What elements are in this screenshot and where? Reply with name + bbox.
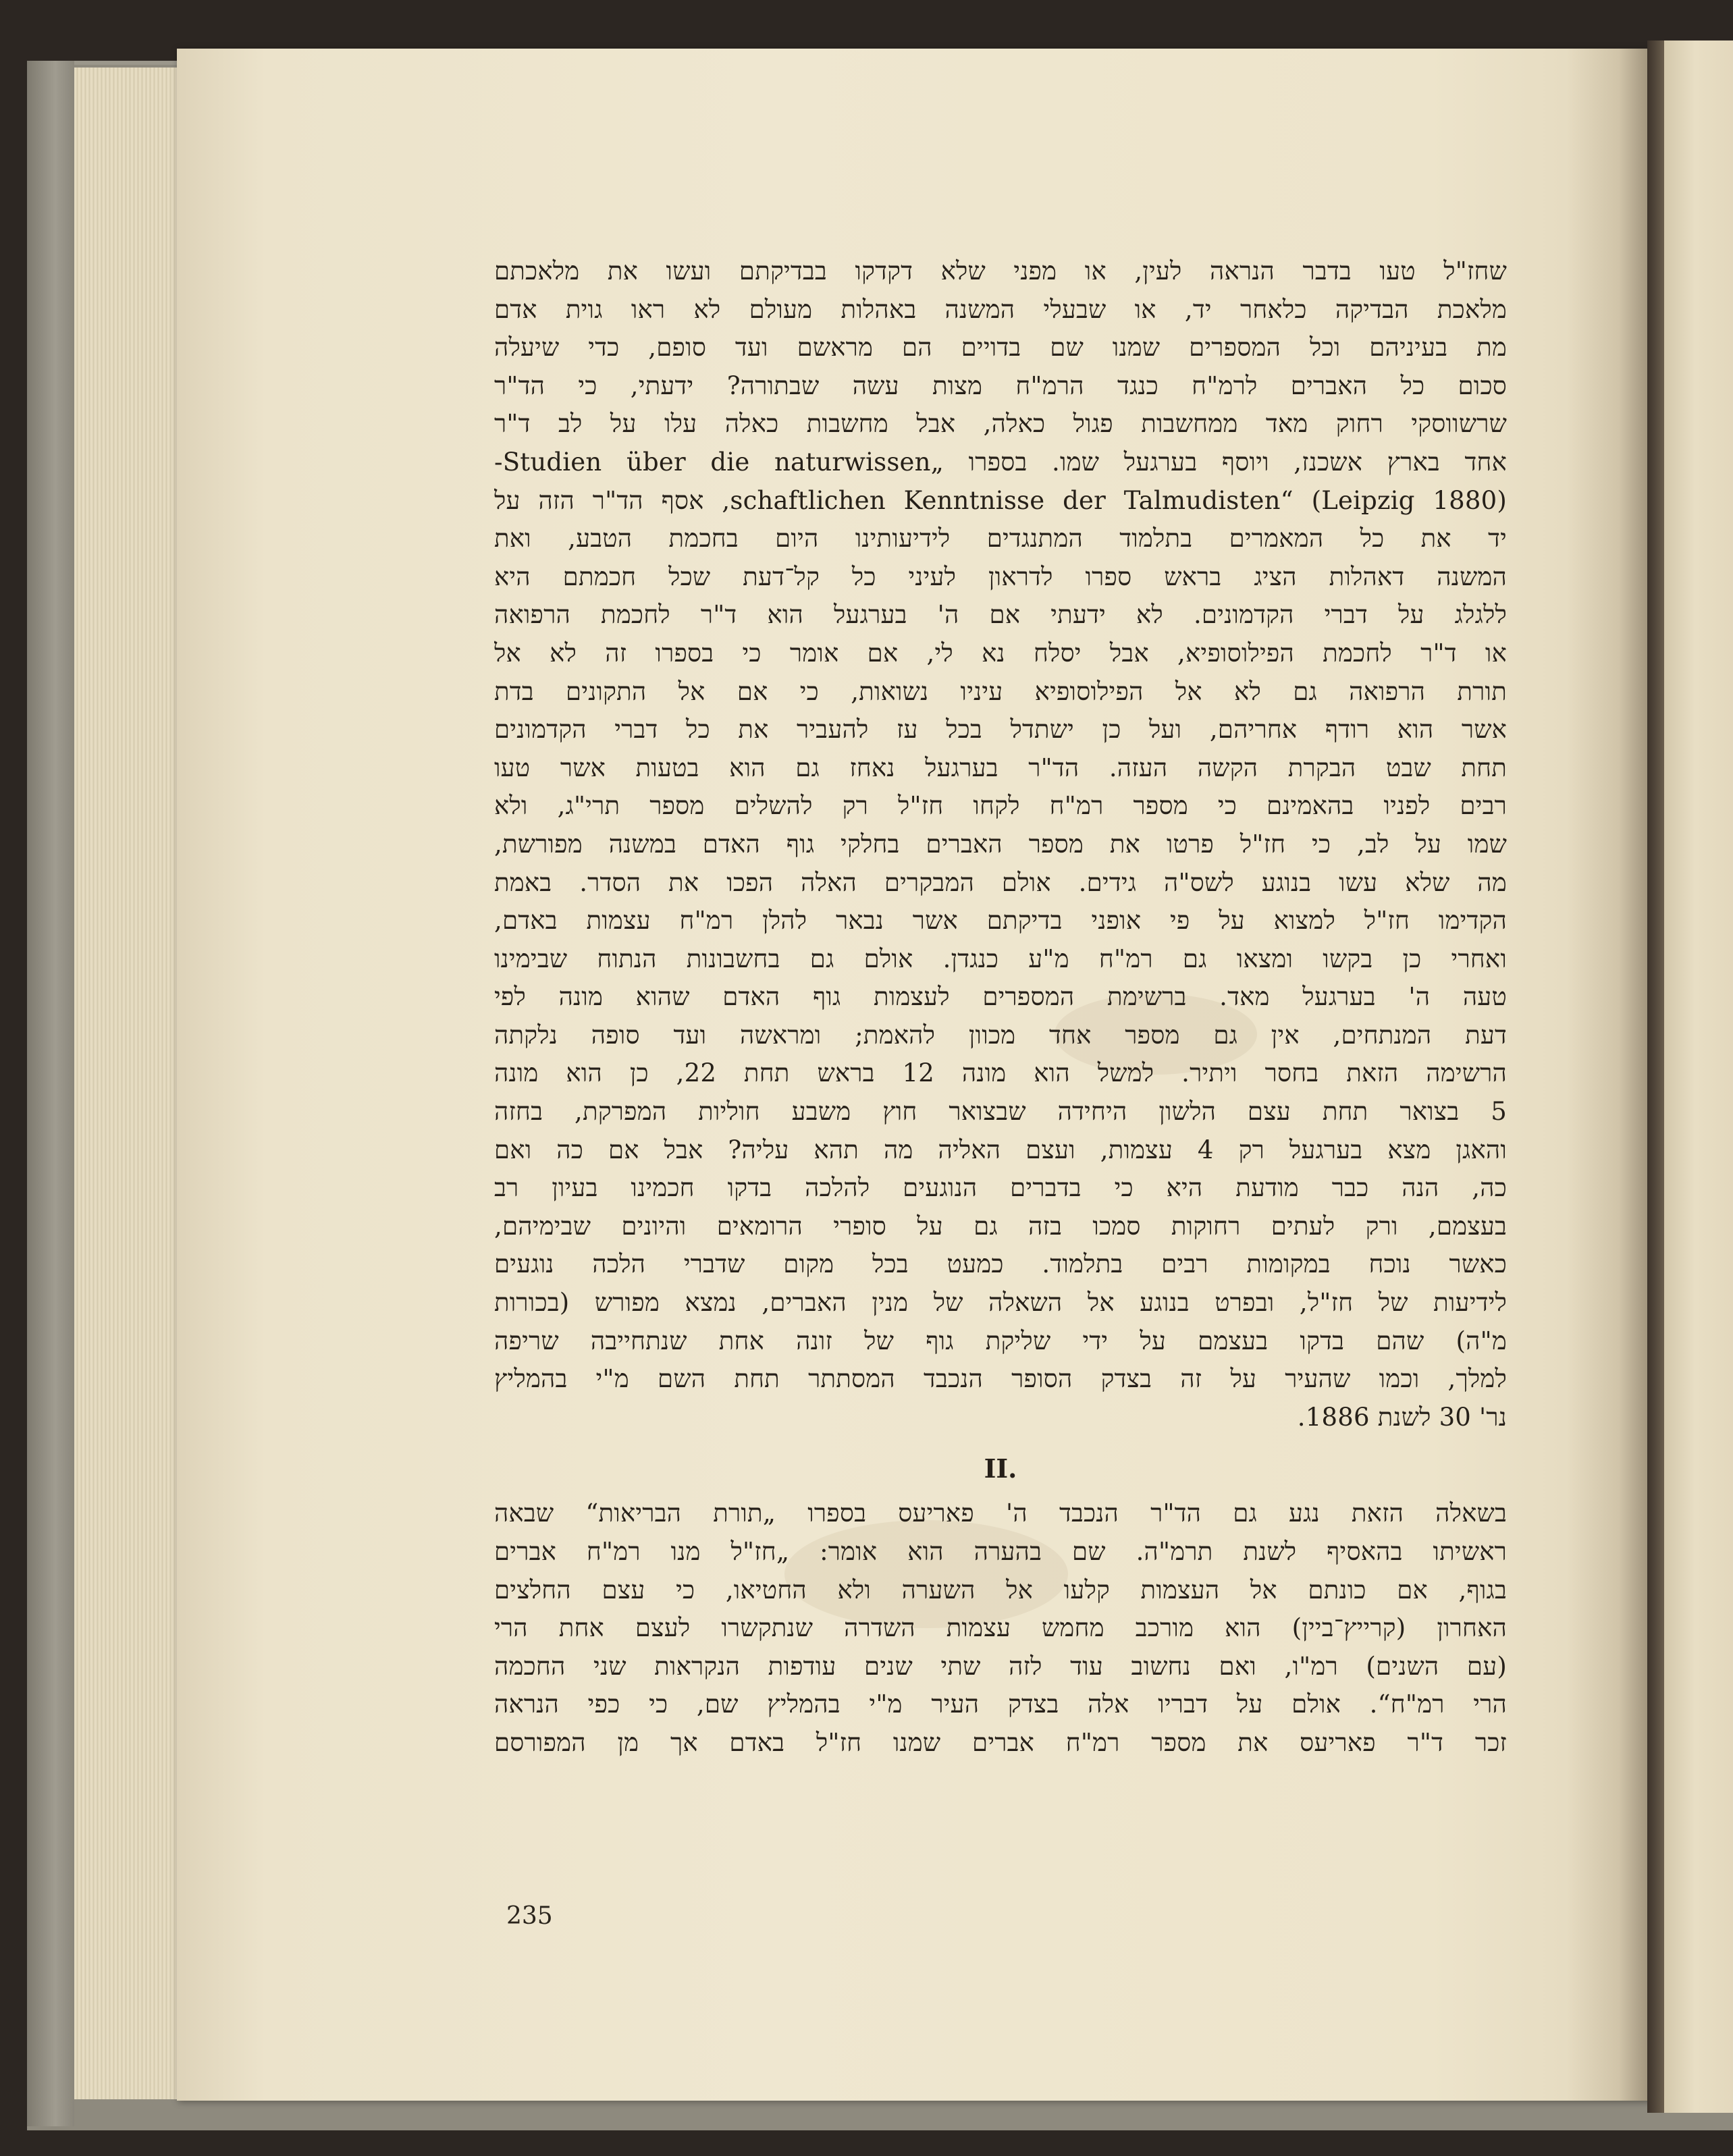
- text-line: בגוף, אם כונתם אל העצמות קלעו אל השערה ולא החטיאו, כי עצם החלצים: [494, 1575, 1507, 1605]
- text-line: נר' 30 לשנת 1886.: [1297, 1402, 1507, 1432]
- text-line: דעת המנתחים, אין גם מספר אחד מכוון להאמת; ומראשה ועד סופה נלקתה: [494, 1020, 1507, 1050]
- facing-page-edge: [1657, 41, 1733, 2113]
- text-line: מת בעיניהם וכל המספרים שמנו שם בדויים הם מראשם ועד סופם, כדי שיעלה: [494, 333, 1507, 362]
- text-line: שחז"ל טעו בדבר הנראה לעין, או מפני שלא דקדקו בבדיקתם ועשו את מלאכתם: [494, 257, 1507, 286]
- paragraph-section-two: [494, 1494, 1507, 1762]
- text-line: אשר הוא רודף אחריהם, ועל כן ישתדל בכל עז להעביר את כל דברי הקדמונים: [494, 715, 1507, 745]
- page-number: 235: [506, 1902, 553, 1930]
- text-line: המשנה דאהלות הציג בראש ספרו לדראון לעיני כל קל־דעת שכל חכמתם היא: [494, 562, 1507, 591]
- page-fold-shadow: [1566, 49, 1654, 2101]
- text-line: הקדימו חז"ל למצוא על פי אופני בדיקתם אשר נבאר להלן רמ"ח עצמות באדם,: [494, 906, 1507, 936]
- text-line: סכום כל האברים לרמ"ח כנגד הרמ"ח מצות עשה שבתורה? ידעתי, כי הד"ר: [494, 371, 1507, 400]
- paragraph-main: [494, 252, 1507, 1436]
- text-line: כה, הנה כבר מודעת היא כי בדברים הנוגעים להלכה בדקו חכמינו בעיון רב: [494, 1173, 1507, 1203]
- text-line: מ"ה) שהם בדקו בעצמם על ידי שליקת גוף של זונה אחת שנתחייבה שריפה: [494, 1326, 1507, 1355]
- gutter-shadow: [1647, 41, 1664, 2113]
- text-line: למלך, וכמו שהעיר על זה בצדק הסופר הנכבד המסתתר תחת השם מ"י בהמליץ: [494, 1364, 1507, 1394]
- page-text-block: [494, 252, 1507, 1762]
- section-heading: II.: [984, 1453, 1017, 1484]
- text-line: schaftlichen Kenntnisse der Talmudisten“ (Leipzig 1880), אסף הד"ר הזה על: [494, 485, 1507, 515]
- text-line: זכר ד"ר פאריעס את מספר רמ"ח אברים שמנו חז"ל באדם אך מן המפורסם: [494, 1727, 1507, 1757]
- text-line: טעה ה' בערגעל מאד. ברשימת המספרים לעצמות גוף האדם שהוא מונה לפי: [494, 982, 1507, 1012]
- text-line: אחד בארץ אשכנז, ויוסף בערגעל שמו. בספרו „Studien über die naturwissen-: [494, 447, 1507, 477]
- text-line: יד את כל המאמרים בתלמוד המתנגדים לידיעותינו היום בחכמת הטבע, ואת: [494, 524, 1507, 554]
- text-line: (עם השנים) רמ"ו, ואם נחשוב עוד לזה שתי שנים עודפות הנקראות שני החכמה: [494, 1651, 1507, 1681]
- text-line: הרי רמ"ח“. אולם על דבריו אלה בצדק העיר מ"י בהמליץ שם, כי כפי הנראה: [494, 1690, 1507, 1719]
- text-line: תחת שבט הבקרת הקשה העזה. הד"ר בערגעל נאחז גם הוא בטעות אשר טעו: [494, 753, 1507, 782]
- text-line: כאשר נוכח במקומות רבים בתלמוד. כמעט בכל מקום שדברי הלכה נוגעים: [494, 1249, 1507, 1279]
- text-line: ללגלג על דברי הקדמונים. לא ידעתי אם ה' בערגעל הוא ד"ר לחכמת הרפואה: [494, 600, 1507, 630]
- text-line: הרשימה הזאת בחסר ויתיר. למשל הוא מונה 12 בראש תחת 22, כן הוא מונה: [494, 1058, 1507, 1088]
- page-stack-edge: [74, 68, 182, 2099]
- text-line: שמו על לב, כי חז"ל פרטו את מספר האברים בחלקי גוף האדם במשנה מפורשת,: [494, 829, 1507, 859]
- text-line: רבים לפניו בהאמינם כי מספר רמ"ח לקחו חז"ל רק להשלים מספר תרי"ג, ולא: [494, 791, 1507, 821]
- text-line: בעצמם, ורק לעתים רחוקות סמכו בזה גם על סופרי הרומאים והיונים שבימיהם,: [494, 1211, 1507, 1241]
- text-line: והאגן מצא בערגעל רק 4 עצמות, ועצם האליה מה תהא עליה? אבל אם כה ואם: [494, 1135, 1507, 1164]
- text-line: לידיעות של חז"ל, ובפרט בנוגע אל השאלה של מנין האברים, נמצא מפורש (בכורות: [494, 1288, 1507, 1318]
- text-line: האחרון (קרייץ־ביין) הוא מורכב מחמש עצמות השדרה שנתקשרו לעצם אחת הרי: [494, 1613, 1507, 1643]
- text-line: תורת הרפואה גם לא אל הפילוסופיא עיניו נשואות, כי אם אל התקונים בדת: [494, 676, 1507, 706]
- text-line: ראשיתו בהאסיף לשנת תרמ"ה. שם בהערה הוא אומר: „חז"ל מנו רמ"ח אברים: [494, 1537, 1507, 1566]
- text-line: בשאלה הזאת נגע גם הד"ר הנכבד ה' פאריעס בספרו „תורת הבריאות“ שבאה: [494, 1499, 1507, 1528]
- text-line: או ד"ר לחכמת הפילוסופיא, אבל יסלח נא לי, אם אומר כי בספרו זה לא אל: [494, 638, 1507, 668]
- text-line: שרשווסקי רחוק מאד ממחשבות פגול כאלה, אבל מחשבות כאלה עלו על לב ד"ר: [494, 409, 1507, 439]
- text-line: ואחרי כן בקשו ומצאו גם רמ"ח מ"ע כנגדן. אולם גם בחשבונות הנתוח שבימינו: [494, 944, 1507, 973]
- cover-spine-edge: [27, 61, 74, 2126]
- text-line: מה שלא עשו בנוגע לשס"ה גידים. אולם המבקרים האלה הפכו את הסדר. באמת: [494, 867, 1507, 897]
- text-line: 5 בצואר תחת עצם הלשון היחידה שבצואר חוץ משבע חוליות המפרקת, בחזה: [494, 1097, 1507, 1127]
- text-line: מלאכת הבדיקה כלאחר יד, או שבעלי המשנה באהלות מעולם לא ראו גוית אדם: [494, 294, 1507, 324]
